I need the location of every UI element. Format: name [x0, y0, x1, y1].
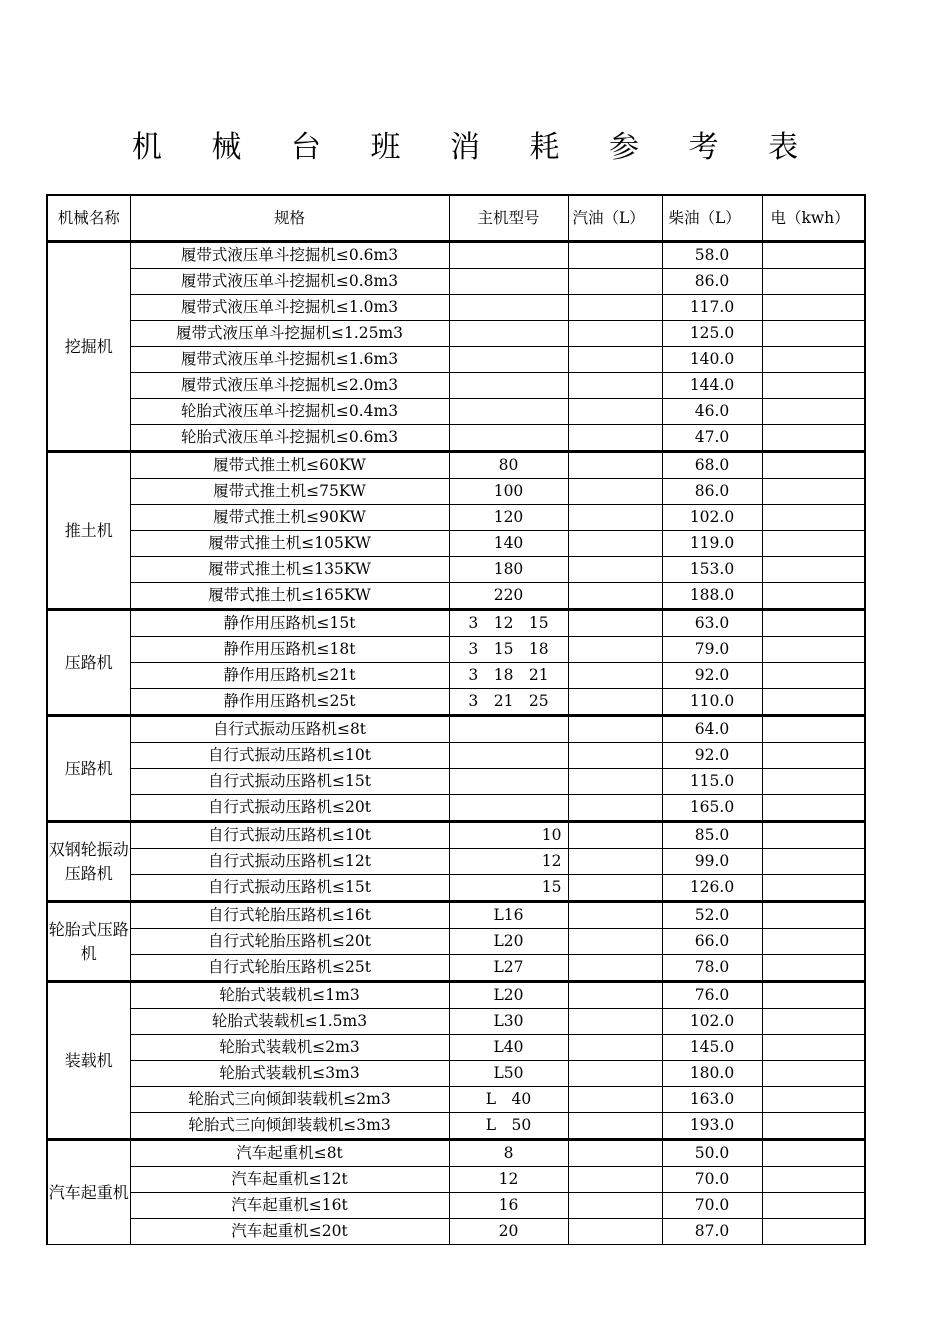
electricity-cell — [762, 505, 865, 531]
model-cell: 20 — [449, 1219, 568, 1245]
electricity-cell — [762, 1140, 865, 1167]
diesel-cell: 58.0 — [662, 242, 762, 269]
electricity-cell — [762, 849, 865, 875]
electricity-cell — [762, 743, 865, 769]
machine-name-cell: 双钢轮振动压路机 — [47, 822, 130, 902]
gasoline-cell — [568, 321, 662, 347]
table-row — [47, 1140, 865, 1167]
diesel-cell: 92.0 — [662, 663, 762, 689]
gasoline-cell — [568, 347, 662, 373]
gasoline-cell — [568, 663, 662, 689]
machine-name-cell: 压路机 — [47, 716, 130, 822]
table-row — [47, 269, 865, 295]
spec-cell: 静作用压路机≤21t — [130, 663, 449, 689]
electricity-cell — [762, 1035, 865, 1061]
electricity-cell — [762, 875, 865, 902]
diesel-cell: 102.0 — [662, 505, 762, 531]
diesel-cell: 115.0 — [662, 769, 762, 795]
table-row — [47, 295, 865, 321]
model-cell: L40 — [449, 1035, 568, 1061]
diesel-cell: 144.0 — [662, 373, 762, 399]
gasoline-cell — [568, 242, 662, 269]
gasoline-cell — [568, 1140, 662, 1167]
spec-cell: 自行式轮胎压路机≤25t — [130, 955, 449, 982]
spec-cell: 履带式推土机≤105KW — [130, 531, 449, 557]
electricity-cell — [762, 373, 865, 399]
table-row — [47, 399, 865, 425]
table-row — [47, 531, 865, 557]
spec-cell: 汽车起重机≤8t — [130, 1140, 449, 1167]
table-row — [47, 610, 865, 637]
table-row — [47, 743, 865, 769]
model-cell: 15 — [449, 875, 568, 902]
model-cell — [449, 743, 568, 769]
diesel-cell: 110.0 — [662, 689, 762, 716]
spec-cell: 履带式推土机≤165KW — [130, 583, 449, 610]
table-row — [47, 242, 865, 269]
gasoline-cell — [568, 452, 662, 479]
electricity-cell — [762, 583, 865, 610]
header-gasoline: 汽油（L） — [568, 195, 662, 242]
machine-name-cell: 压路机 — [47, 610, 130, 716]
machine-name-cell: 汽车起重机 — [47, 1140, 130, 1245]
spec-cell: 自行式轮胎压路机≤20t — [130, 929, 449, 955]
diesel-cell: 70.0 — [662, 1167, 762, 1193]
spec-cell: 轮胎式液压单斗挖掘机≤0.4m3 — [130, 399, 449, 425]
table-row — [47, 769, 865, 795]
header-model: 主机型号 — [449, 195, 568, 242]
model-cell: L16 — [449, 902, 568, 929]
table-row — [47, 663, 865, 689]
electricity-cell — [762, 1193, 865, 1219]
table-row — [47, 347, 865, 373]
model-cell: 120 — [449, 505, 568, 531]
model-cell: 3 18 21 — [449, 663, 568, 689]
diesel-cell: 145.0 — [662, 1035, 762, 1061]
gasoline-cell — [568, 1167, 662, 1193]
spec-cell: 履带式推土机≤135KW — [130, 557, 449, 583]
spec-cell: 轮胎式三向倾卸装载机≤2m3 — [130, 1087, 449, 1113]
model-cell — [449, 716, 568, 743]
table-row — [47, 875, 865, 902]
gasoline-cell — [568, 875, 662, 902]
diesel-cell: 87.0 — [662, 1219, 762, 1245]
diesel-cell: 47.0 — [662, 425, 762, 452]
spec-cell: 汽车起重机≤16t — [130, 1193, 449, 1219]
diesel-cell: 76.0 — [662, 982, 762, 1009]
model-cell: L 40 — [449, 1087, 568, 1113]
table-row — [47, 637, 865, 663]
electricity-cell — [762, 269, 865, 295]
spec-cell: 轮胎式装载机≤2m3 — [130, 1035, 449, 1061]
model-cell — [449, 295, 568, 321]
spec-cell: 轮胎式三向倾卸装载机≤3m3 — [130, 1113, 449, 1140]
table-row — [47, 373, 865, 399]
electricity-cell — [762, 347, 865, 373]
gasoline-cell — [568, 716, 662, 743]
spec-cell: 轮胎式液压单斗挖掘机≤0.6m3 — [130, 425, 449, 452]
model-cell: 16 — [449, 1193, 568, 1219]
table-row — [47, 557, 865, 583]
table-row — [47, 452, 865, 479]
table-row — [47, 902, 865, 929]
table-row — [47, 982, 865, 1009]
spec-cell: 自行式振动压路机≤8t — [130, 716, 449, 743]
model-cell: L27 — [449, 955, 568, 982]
diesel-cell: 92.0 — [662, 743, 762, 769]
gasoline-cell — [568, 795, 662, 822]
model-cell — [449, 769, 568, 795]
gasoline-cell — [568, 1113, 662, 1140]
electricity-cell — [762, 479, 865, 505]
electricity-cell — [762, 1219, 865, 1245]
spec-cell: 静作用压路机≤25t — [130, 689, 449, 716]
table-row — [47, 716, 865, 743]
electricity-cell — [762, 955, 865, 982]
table-row — [47, 795, 865, 822]
gasoline-cell — [568, 689, 662, 716]
spec-cell: 汽车起重机≤12t — [130, 1167, 449, 1193]
diesel-cell: 119.0 — [662, 531, 762, 557]
model-cell: 180 — [449, 557, 568, 583]
electricity-cell — [762, 1061, 865, 1087]
model-cell: 3 12 15 — [449, 610, 568, 637]
diesel-cell: 180.0 — [662, 1061, 762, 1087]
table-row — [47, 479, 865, 505]
model-cell: 80 — [449, 452, 568, 479]
model-cell: 3 21 25 — [449, 689, 568, 716]
gasoline-cell — [568, 769, 662, 795]
spec-cell: 汽车起重机≤20t — [130, 1219, 449, 1245]
model-cell: 3 15 18 — [449, 637, 568, 663]
gasoline-cell — [568, 743, 662, 769]
spec-cell: 自行式振动压路机≤10t — [130, 822, 449, 849]
electricity-cell — [762, 321, 865, 347]
machine-name-cell: 挖掘机 — [47, 242, 130, 452]
model-cell: L50 — [449, 1061, 568, 1087]
model-cell — [449, 373, 568, 399]
gasoline-cell — [568, 557, 662, 583]
spec-cell: 轮胎式装载机≤1.5m3 — [130, 1009, 449, 1035]
gasoline-cell — [568, 1035, 662, 1061]
spec-cell: 履带式液压单斗挖掘机≤0.8m3 — [130, 269, 449, 295]
table-row — [47, 955, 865, 982]
spec-cell: 自行式振动压路机≤20t — [130, 795, 449, 822]
gasoline-cell — [568, 610, 662, 637]
page-title: 机 械 台 班 消 耗 参 考 表 — [131, 130, 819, 165]
model-cell — [449, 399, 568, 425]
spec-cell: 轮胎式装载机≤3m3 — [130, 1061, 449, 1087]
gasoline-cell — [568, 425, 662, 452]
model-cell: 8 — [449, 1140, 568, 1167]
table-row — [47, 321, 865, 347]
table-row — [47, 1113, 865, 1140]
model-cell: 100 — [449, 479, 568, 505]
table-row — [47, 689, 865, 716]
diesel-cell: 188.0 — [662, 583, 762, 610]
diesel-cell: 125.0 — [662, 321, 762, 347]
spec-cell: 履带式液压单斗挖掘机≤2.0m3 — [130, 373, 449, 399]
electricity-cell — [762, 610, 865, 637]
diesel-cell: 85.0 — [662, 822, 762, 849]
spec-cell: 自行式振动压路机≤12t — [130, 849, 449, 875]
diesel-cell: 86.0 — [662, 479, 762, 505]
gasoline-cell — [568, 505, 662, 531]
electricity-cell — [762, 452, 865, 479]
model-cell — [449, 795, 568, 822]
diesel-cell: 102.0 — [662, 1009, 762, 1035]
gasoline-cell — [568, 531, 662, 557]
model-cell: 12 — [449, 1167, 568, 1193]
header-machine-name: 机械名称 — [47, 195, 130, 242]
electricity-cell — [762, 1087, 865, 1113]
electricity-cell — [762, 1009, 865, 1035]
diesel-cell: 126.0 — [662, 875, 762, 902]
gasoline-cell — [568, 637, 662, 663]
spec-cell: 自行式轮胎压路机≤16t — [130, 902, 449, 929]
spec-cell: 履带式液压单斗挖掘机≤1.0m3 — [130, 295, 449, 321]
model-cell: L20 — [449, 929, 568, 955]
table-row — [47, 822, 865, 849]
electricity-cell — [762, 769, 865, 795]
header-spec: 规格 — [130, 195, 449, 242]
gasoline-cell — [568, 583, 662, 610]
electricity-cell — [762, 822, 865, 849]
gasoline-cell — [568, 902, 662, 929]
diesel-cell: 68.0 — [662, 452, 762, 479]
spec-cell: 履带式推土机≤75KW — [130, 479, 449, 505]
header-diesel: 柴油（L） — [662, 195, 762, 242]
diesel-cell: 86.0 — [662, 269, 762, 295]
model-cell — [449, 425, 568, 452]
diesel-cell: 78.0 — [662, 955, 762, 982]
spec-cell: 静作用压路机≤15t — [130, 610, 449, 637]
spec-cell: 履带式推土机≤60KW — [130, 452, 449, 479]
gasoline-cell — [568, 1009, 662, 1035]
electricity-cell — [762, 689, 865, 716]
spec-cell: 自行式振动压路机≤15t — [130, 769, 449, 795]
diesel-cell: 63.0 — [662, 610, 762, 637]
diesel-cell: 193.0 — [662, 1113, 762, 1140]
model-cell: 10 — [449, 822, 568, 849]
gasoline-cell — [568, 1087, 662, 1113]
table-row — [47, 583, 865, 610]
electricity-cell — [762, 637, 865, 663]
table-row — [47, 929, 865, 955]
electricity-cell — [762, 795, 865, 822]
model-cell: L30 — [449, 1009, 568, 1035]
header-row — [47, 195, 865, 242]
electricity-cell — [762, 716, 865, 743]
gasoline-cell — [568, 929, 662, 955]
spec-cell: 自行式振动压路机≤10t — [130, 743, 449, 769]
header-electricity: 电（kwh） — [762, 195, 865, 242]
spec-cell: 履带式液压单斗挖掘机≤0.6m3 — [130, 242, 449, 269]
diesel-cell: 50.0 — [662, 1140, 762, 1167]
gasoline-cell — [568, 373, 662, 399]
diesel-cell: 66.0 — [662, 929, 762, 955]
table-row — [47, 1035, 865, 1061]
model-cell: 140 — [449, 531, 568, 557]
electricity-cell — [762, 242, 865, 269]
electricity-cell — [762, 1113, 865, 1140]
diesel-cell: 165.0 — [662, 795, 762, 822]
spec-cell: 轮胎式装载机≤1m3 — [130, 982, 449, 1009]
diesel-cell: 52.0 — [662, 902, 762, 929]
table-row — [47, 1087, 865, 1113]
model-cell: L20 — [449, 982, 568, 1009]
table-row — [47, 425, 865, 452]
diesel-cell: 46.0 — [662, 399, 762, 425]
consumption-table — [46, 194, 866, 1245]
electricity-cell — [762, 902, 865, 929]
gasoline-cell — [568, 399, 662, 425]
electricity-cell — [762, 1167, 865, 1193]
model-cell — [449, 269, 568, 295]
gasoline-cell — [568, 1193, 662, 1219]
machine-name-cell: 推土机 — [47, 452, 130, 610]
electricity-cell — [762, 425, 865, 452]
diesel-cell: 70.0 — [662, 1193, 762, 1219]
spec-cell: 履带式液压单斗挖掘机≤1.6m3 — [130, 347, 449, 373]
gasoline-cell — [568, 1061, 662, 1087]
model-cell — [449, 321, 568, 347]
table-body — [47, 195, 865, 1245]
diesel-cell: 79.0 — [662, 637, 762, 663]
gasoline-cell — [568, 479, 662, 505]
electricity-cell — [762, 531, 865, 557]
table-row — [47, 1219, 865, 1245]
table-row — [47, 1167, 865, 1193]
spec-cell: 自行式振动压路机≤15t — [130, 875, 449, 902]
model-cell — [449, 347, 568, 373]
electricity-cell — [762, 399, 865, 425]
spec-cell: 静作用压路机≤18t — [130, 637, 449, 663]
gasoline-cell — [568, 982, 662, 1009]
diesel-cell: 140.0 — [662, 347, 762, 373]
spec-cell: 履带式液压单斗挖掘机≤1.25m3 — [130, 321, 449, 347]
diesel-cell: 163.0 — [662, 1087, 762, 1113]
electricity-cell — [762, 663, 865, 689]
electricity-cell — [762, 295, 865, 321]
model-cell: 12 — [449, 849, 568, 875]
table-row — [47, 505, 865, 531]
electricity-cell — [762, 929, 865, 955]
model-cell: 220 — [449, 583, 568, 610]
model-cell — [449, 242, 568, 269]
diesel-cell: 64.0 — [662, 716, 762, 743]
gasoline-cell — [568, 1219, 662, 1245]
table-row — [47, 1061, 865, 1087]
electricity-cell — [762, 557, 865, 583]
diesel-cell: 99.0 — [662, 849, 762, 875]
gasoline-cell — [568, 822, 662, 849]
spec-cell: 履带式推土机≤90KW — [130, 505, 449, 531]
gasoline-cell — [568, 269, 662, 295]
table-row — [47, 1009, 865, 1035]
diesel-cell: 117.0 — [662, 295, 762, 321]
gasoline-cell — [568, 849, 662, 875]
model-cell: L 50 — [449, 1113, 568, 1140]
table-row — [47, 849, 865, 875]
machine-name-cell: 轮胎式压路机 — [47, 902, 130, 982]
machine-name-cell: 装载机 — [47, 982, 130, 1140]
gasoline-cell — [568, 955, 662, 982]
gasoline-cell — [568, 295, 662, 321]
table-row — [47, 1193, 865, 1219]
electricity-cell — [762, 982, 865, 1009]
diesel-cell: 153.0 — [662, 557, 762, 583]
